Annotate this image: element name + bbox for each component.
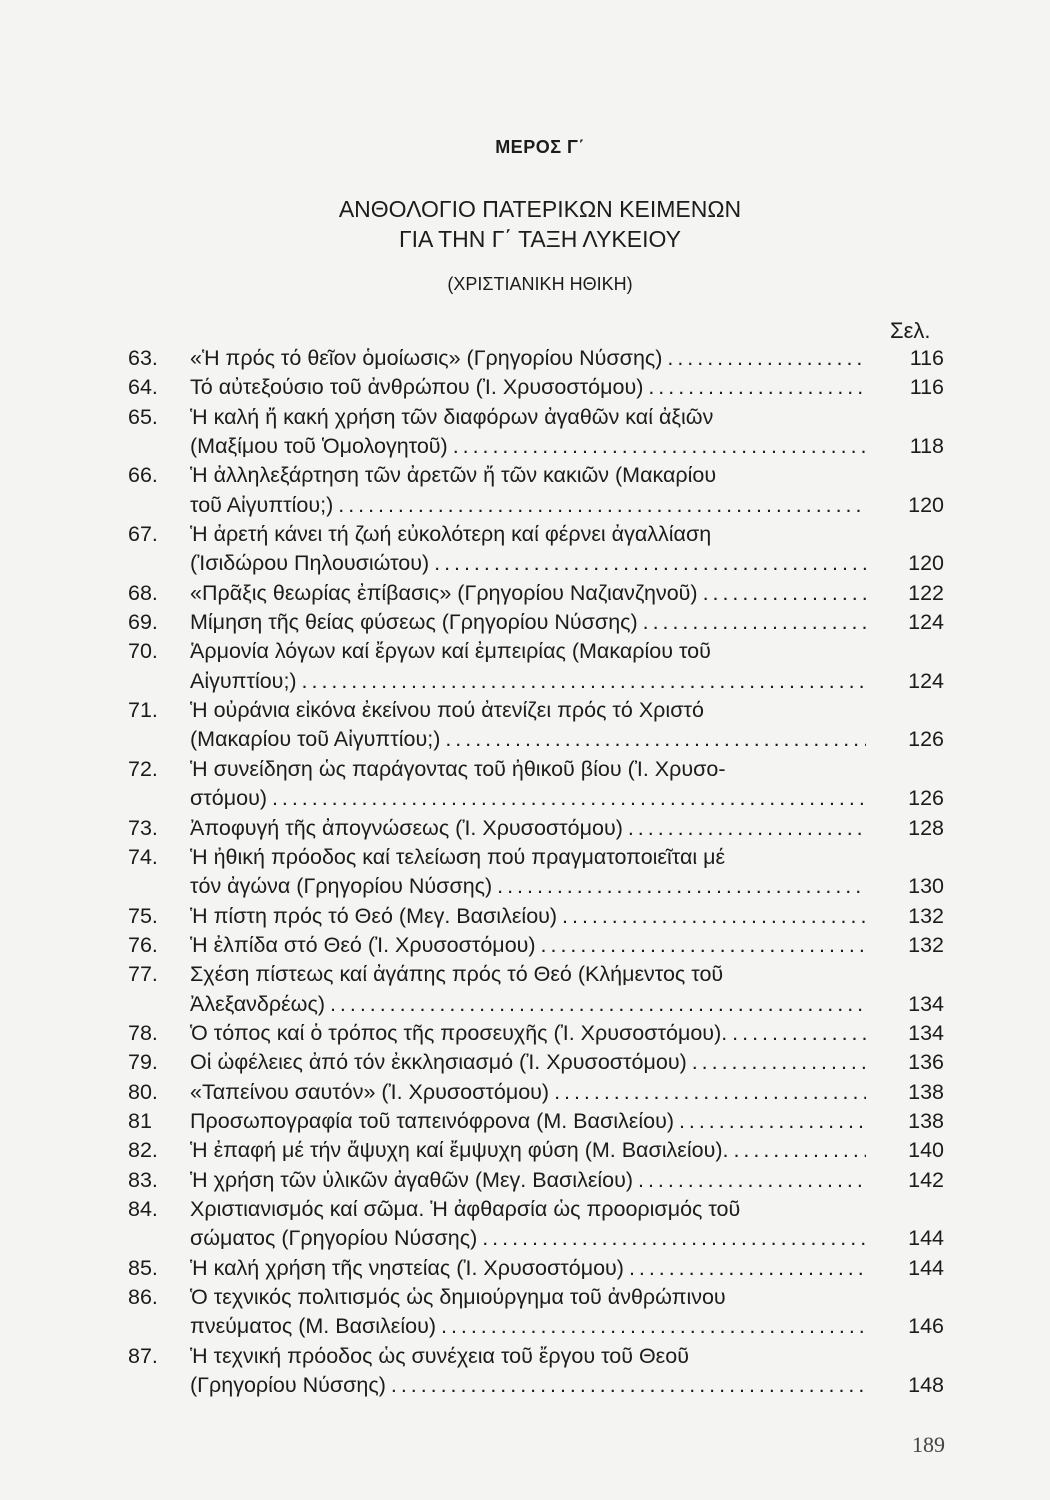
toc-entry-text: Ἡ οὐράνια εἰκόνα ἐκείνου πού ἀτενίζει πρός τό Χριστό bbox=[190, 698, 704, 723]
toc-line bbox=[128, 784, 948, 813]
toc-entry-number: 70. bbox=[128, 639, 158, 664]
toc-entry-text: Ἡ χρήση τῶν ὑλικῶν ἀγαθῶν (Μεγ. Βασιλείου) . . . bbox=[190, 1166, 866, 1195]
toc-entry-text: (Μακαρίου τοῦ Αἰγυπτίου;) . . . bbox=[190, 725, 866, 754]
toc-entry-number: 67. bbox=[128, 522, 158, 547]
toc-line bbox=[128, 549, 948, 578]
toc-entry-text: πνεύματος (Μ. Βασιλείου) . . . bbox=[190, 1312, 866, 1341]
toc-entry-text: Ἁρμονία λόγων καί ἔργων καί ἐμπειρίας (Μακαρίου τοῦ bbox=[190, 639, 711, 664]
toc-entry-text: Ἡ ἀλληλεξάρτηση τῶν ἀρετῶν ἤ τῶν κακιῶν (Μακαρίου bbox=[190, 463, 717, 488]
toc-line bbox=[128, 1166, 948, 1195]
anthology-title bbox=[0, 194, 1050, 254]
page-number: 189 bbox=[912, 1432, 945, 1457]
toc-entry-page: 136 bbox=[908, 1050, 944, 1075]
toc-line bbox=[128, 931, 948, 960]
toc-entry-page: 144 bbox=[908, 1255, 944, 1280]
toc-line bbox=[128, 637, 948, 666]
toc-line bbox=[128, 1107, 948, 1136]
toc-entry-text: Ἀλεξανδρέως) . . . bbox=[190, 990, 866, 1019]
toc-line bbox=[128, 1312, 948, 1341]
toc-entry-text: Προσωπογραφία τοῦ ταπεινόφρονα (Μ. Βασιλείου) . . . bbox=[190, 1107, 866, 1136]
toc-line bbox=[128, 432, 948, 461]
toc-line bbox=[128, 1019, 948, 1048]
toc-entry-number: 77. bbox=[128, 962, 158, 987]
toc-entry-page: 132 bbox=[908, 903, 944, 928]
toc-entry-number: 87. bbox=[128, 1343, 158, 1368]
toc-entry-number: 64. bbox=[128, 375, 158, 400]
toc-entry-page: 142 bbox=[908, 1167, 944, 1192]
toc-line bbox=[128, 843, 948, 872]
toc-line bbox=[128, 755, 948, 784]
toc-line bbox=[128, 1195, 948, 1224]
toc-entry-text: Ὁ τεχνικός πολιτισμός ὡς δημιούργημα τοῦ ἀνθρώπινου bbox=[190, 1285, 726, 1309]
toc-entry-page: 124 bbox=[908, 668, 944, 693]
toc-line bbox=[128, 344, 948, 373]
toc-entry-page: 134 bbox=[908, 991, 944, 1016]
toc-entry-page: 126 bbox=[908, 786, 944, 811]
toc-entry-text: Ἀποφυγή τῆς ἀπογνώσεως (Ἰ. Χρυσοστόμου) . . . bbox=[190, 814, 866, 843]
toc-line bbox=[128, 960, 948, 989]
toc-entry-page: 116 bbox=[909, 346, 944, 370]
toc-entry-text: Ἡ ἐπαφή μέ τήν ἄψυχη καί ἔμψυχη φύση (Μ. Βασιλείου). . . . bbox=[190, 1136, 866, 1165]
toc-entry-text: «Πρᾶξις θεωρίας ἐπίβασις» (Γρηγορίου Ναζιανζηνοῦ) . . . bbox=[190, 579, 866, 608]
toc-entry-number: 82. bbox=[128, 1138, 158, 1163]
toc-entry-text: Ἡ ἐλπίδα στό Θεό (Ἰ. Χρυσοστόμου) . . . bbox=[190, 931, 866, 960]
toc-entry-number: 83. bbox=[128, 1167, 158, 1192]
toc-line bbox=[128, 1283, 948, 1312]
toc-entry-number: 84. bbox=[128, 1196, 158, 1221]
toc-entry-number: 76. bbox=[128, 932, 158, 957]
toc-entry-text: Τό αὐτεξούσιο τοῦ ἀνθρώπου (Ἰ. Χρυσοστόμου) . . . bbox=[190, 373, 866, 402]
toc-entry-page: 120 bbox=[908, 492, 944, 517]
toc-entry-text: «Ἡ πρός τό θεῖον ὁμοίωσις» (Γρηγορίου Νύσσης) . . . bbox=[190, 344, 866, 373]
toc-entry-text: «Ταπείνου σαυτόν» (Ἰ. Χρυσοστόμου) . . . bbox=[190, 1078, 866, 1107]
toc-entry-text: Οἱ ὠφέλειες ἀπό τόν ἐκκλησιασμό (Ἰ. Χρυσοστόμου) . . . bbox=[190, 1048, 866, 1077]
toc-entry-number: 78. bbox=[128, 1020, 158, 1045]
toc-entry-number: 85. bbox=[128, 1255, 158, 1280]
title-line-1: ΑΝΘΟΛΟΓΙΟ ΠΑΤΕΡΙΚΩΝ ΚΕΙΜΕΝΩΝ bbox=[338, 196, 742, 222]
toc-line bbox=[128, 608, 948, 637]
toc-entry-text: Μίμηση τῆς θείας φύσεως (Γρηγορίου Νύσσης) . . . bbox=[190, 608, 866, 637]
toc-line bbox=[128, 814, 948, 843]
toc-entry-number: 75. bbox=[128, 903, 158, 928]
toc-entry-text: Ἡ καλή ἤ κακή χρήση τῶν διαφόρων ἀγαθῶν καί ἀξιῶν bbox=[190, 404, 714, 429]
page-column-header: Σελ. bbox=[890, 318, 931, 343]
toc-entry-text: Ὁ τόπος καί ὁ τρόπος τῆς προσευχῆς (Ἰ. Χρυσοστόμου). . . . bbox=[190, 1019, 866, 1048]
toc-entry-text: Ἡ ἠθική πρόοδος καί τελείωση πού πραγματοποιεῖται μέ bbox=[190, 844, 726, 869]
toc-entry-text: Σχέση πίστεως καί ἀγάπης πρός τό Θεό (Κλήμεντος τοῦ bbox=[190, 962, 724, 987]
toc-line bbox=[128, 403, 948, 432]
toc-entry-page: 138 bbox=[908, 1079, 944, 1104]
toc-entry-text: (Ἰσιδώρου Πηλουσιώτου) . . . bbox=[190, 549, 866, 578]
toc-entry-text: Ἡ τεχνική πρόοδος ὡς συνέχεια τοῦ ἔργου τοῦ Θεοῦ bbox=[190, 1343, 689, 1368]
toc-entry-number: 65. bbox=[128, 404, 158, 429]
toc-entry-number: 66. bbox=[128, 463, 158, 488]
toc-entry-page: 120 bbox=[908, 551, 944, 576]
toc-entry-number: 68. bbox=[128, 580, 158, 605]
toc-line bbox=[128, 1078, 948, 1107]
toc-entry-page: 128 bbox=[908, 815, 944, 840]
toc-entry-page: 132 bbox=[908, 932, 944, 957]
toc-entry-number: 69. bbox=[128, 610, 158, 635]
toc-entry-number: 81 bbox=[128, 1108, 152, 1133]
table-of-contents bbox=[128, 344, 948, 1400]
toc-line bbox=[128, 1254, 948, 1283]
toc-line bbox=[128, 902, 948, 931]
toc-entry-page: 130 bbox=[908, 874, 944, 899]
toc-line bbox=[128, 1136, 948, 1165]
toc-entry-number: 86. bbox=[128, 1285, 158, 1309]
toc-entry-page: 146 bbox=[908, 1314, 944, 1339]
toc-entry-page: 144 bbox=[908, 1226, 944, 1251]
toc-line bbox=[128, 990, 948, 1019]
toc-entry-text: Ἡ ἀρετή κάνει τή ζωή εὐκολότερη καί φέρνει ἀγαλλίαση bbox=[190, 522, 712, 547]
toc-line bbox=[128, 1224, 948, 1253]
toc-entry-number: 73. bbox=[128, 815, 158, 840]
toc-entry-number: 80. bbox=[128, 1079, 158, 1104]
toc-line bbox=[128, 696, 948, 725]
toc-entry-page: 140 bbox=[908, 1138, 944, 1163]
toc-entry-text: τοῦ Αἰγυπτίου;) . . . bbox=[190, 491, 866, 520]
toc-entry-page: 134 bbox=[908, 1020, 944, 1045]
toc-entry-page: 126 bbox=[908, 727, 944, 752]
part-title: ΜΕΡΟΣ Γ΄ bbox=[495, 137, 585, 157]
toc-entry-text: τόν ἀγώνα (Γρηγορίου Νύσσης) . . . bbox=[190, 872, 866, 901]
toc-line bbox=[128, 491, 948, 520]
toc-entry-text: Αἰγυπτίου;) . . . bbox=[190, 667, 866, 696]
toc-entry-number: 74. bbox=[128, 844, 158, 869]
toc-entry-page: 118 bbox=[909, 434, 944, 459]
toc-entry-text: Ἡ συνείδηση ὡς παράγοντας τοῦ ἠθικοῦ βίου (Ἰ. Χρυσο- bbox=[190, 756, 726, 781]
toc-entry-text: (Γρηγορίου Νύσσης) . . . bbox=[190, 1371, 866, 1400]
toc-entry-number: 63. bbox=[128, 346, 158, 370]
toc-line bbox=[128, 520, 948, 549]
toc-entry-number: 79. bbox=[128, 1050, 158, 1075]
toc-line bbox=[128, 373, 948, 402]
toc-entry-number: 72. bbox=[128, 756, 158, 781]
toc-entry-page: 148 bbox=[908, 1373, 944, 1398]
toc-entry-number: 71. bbox=[128, 698, 158, 723]
toc-entry-text: (Μαξίμου τοῦ Ὁμολογητοῦ) . . . bbox=[190, 432, 866, 461]
toc-line bbox=[128, 725, 948, 754]
subtitle: (ΧΡΙΣΤΙΑΝΙΚΗ ΗΘΙΚΗ) bbox=[447, 274, 633, 294]
toc-entry-page: 116 bbox=[909, 375, 944, 400]
title-line-2: ΓΙΑ ΤΗΝ Γ΄ ΤΑΞΗ ΛΥΚΕΙΟΥ bbox=[399, 226, 681, 252]
toc-entry-page: 124 bbox=[908, 610, 944, 635]
toc-entry-text: Ἡ καλή χρήση τῆς νηστείας (Ἰ. Χρυσοστόμου) . . . bbox=[190, 1254, 866, 1283]
toc-line bbox=[128, 667, 948, 696]
toc-line bbox=[128, 579, 948, 608]
toc-entry-text: στόμου) . . . bbox=[190, 784, 866, 813]
toc-line bbox=[128, 1342, 948, 1371]
toc-entry-text: Ἡ πίστη πρός τό Θεό (Μεγ. Βασιλείου) . . . bbox=[190, 902, 866, 931]
toc-entry-page: 122 bbox=[908, 580, 944, 605]
toc-line bbox=[128, 1371, 948, 1400]
toc-entry-text: σώματος (Γρηγορίου Νύσσης) . . . bbox=[190, 1224, 866, 1253]
toc-line bbox=[128, 872, 948, 901]
toc-line bbox=[128, 1048, 948, 1077]
toc-entry-text: Χριστιανισμός καί σῶμα. Ἡ ἀφθαρσία ὡς προορισμός τοῦ bbox=[190, 1196, 741, 1221]
toc-line bbox=[128, 461, 948, 490]
toc-entry-page: 138 bbox=[908, 1108, 944, 1133]
